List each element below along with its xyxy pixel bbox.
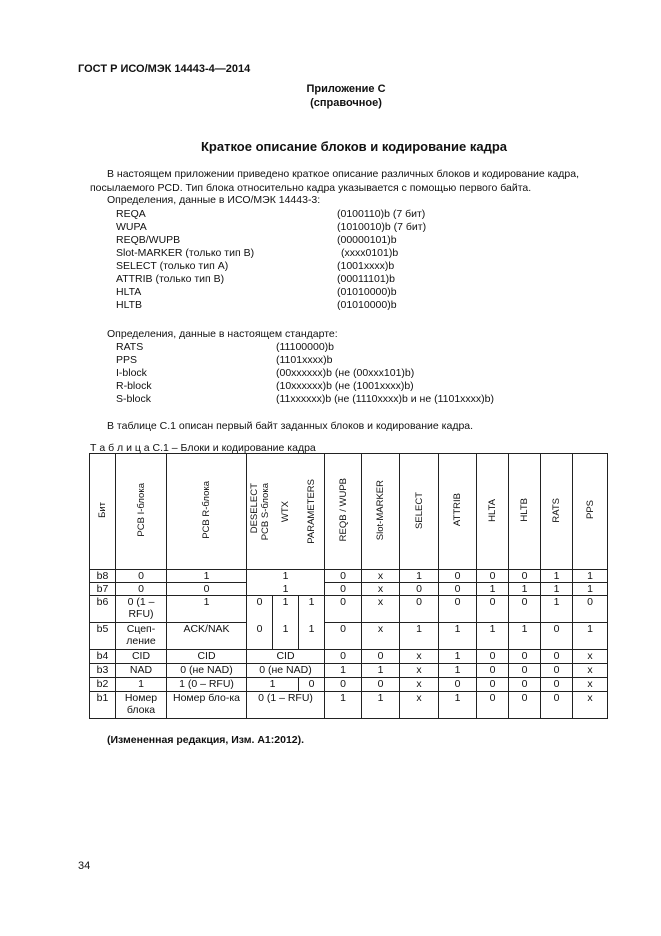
cell-bit: b8: [90, 570, 116, 583]
cell-select: x: [400, 692, 439, 719]
def-name: WUPA: [116, 221, 147, 233]
def-row-i-block: [0, 367, 661, 380]
cell-bit: b3: [90, 664, 116, 678]
cell-hltb: 1: [509, 583, 541, 596]
header-pcb-i: PCB I-блока: [116, 454, 167, 570]
cell-pps: x: [573, 650, 608, 664]
cell-rats: 0: [541, 664, 573, 678]
cell-rats: 0: [541, 678, 573, 692]
cell-bit: b7: [90, 583, 116, 596]
cell-pps: x: [573, 664, 608, 678]
cell-attrib: 0: [439, 583, 477, 596]
cell-attrib: 0: [439, 570, 477, 583]
cell-parameters: 1: [299, 596, 325, 623]
cell-hlta: 0: [477, 650, 509, 664]
cell-rats: 1: [541, 596, 573, 623]
cell-select: 1: [400, 570, 439, 583]
cell-hltb: 0: [509, 692, 541, 719]
section-title: Краткое описание блоков и кодирование кадра: [200, 139, 508, 154]
cell-reqb: 0: [325, 596, 362, 623]
intro-line-1: В настоящем приложении приведено краткое описание различных блоков и кодирование кадра,: [107, 168, 580, 180]
def-name: R-block: [116, 380, 152, 392]
cell-slot: x: [362, 596, 400, 623]
table-caption-text: С.1 – Блоки и кодирование кадра: [152, 442, 316, 454]
def-code: (00xxxxxx)b (не (00xxx101)b): [276, 367, 415, 379]
def-code: (1101xxxx)b: [276, 354, 333, 366]
def-row-slot-marker: [0, 247, 661, 260]
header-hltb: HLTB: [509, 454, 541, 570]
table-row: [90, 623, 608, 650]
def-row-hlta: [0, 286, 661, 299]
intro-line-2: посылаемого PCD. Тип блока относительно кадра указывается с помощью первого байта.: [90, 182, 532, 194]
intro-paragraph: [90, 167, 618, 195]
cell-hltb: 0: [509, 664, 541, 678]
header-slot-marker: Slot-MARKER: [362, 454, 400, 570]
cell-rats: 0: [541, 650, 573, 664]
cell-pcb-i: 0 (1 – RFU): [116, 596, 167, 623]
table-row: [90, 596, 608, 623]
cell-attrib: 1: [439, 650, 477, 664]
header-wtx: WTX: [280, 500, 291, 523]
cell-hlta: 0: [477, 596, 509, 623]
cell-hlta: 1: [477, 583, 509, 596]
cell-pcb-s-a: 1: [247, 678, 299, 692]
cell-hltb: 0: [509, 596, 541, 623]
table-row: [90, 664, 608, 678]
cell-wtx: 1: [273, 623, 299, 650]
cell-select: 0: [400, 583, 439, 596]
cell-pcb-r: 0: [167, 583, 247, 596]
table-header-row: [90, 454, 608, 570]
cell-pcb-r: 1: [167, 596, 247, 623]
cell-slot: 0: [362, 678, 400, 692]
cell-slot: 1: [362, 692, 400, 719]
cell-rats: 0: [541, 692, 573, 719]
header-rats: RATS: [541, 454, 573, 570]
def-name: PPS: [116, 354, 138, 366]
def-row-wupa: [0, 221, 661, 234]
def-name: SELECT (только тип А): [116, 260, 229, 272]
def-row-reqb: [0, 234, 661, 247]
cell-pps: 1: [573, 583, 608, 596]
header-bit: Бит: [90, 454, 116, 570]
cell-pps: 1: [573, 570, 608, 583]
cell-slot: 0: [362, 650, 400, 664]
def-row-reqa: [0, 208, 661, 221]
cell-reqb: 0: [325, 570, 362, 583]
table-caption-label: Т а б л и ц а: [90, 442, 150, 454]
cell-reqb: 1: [325, 692, 362, 719]
def-name: Slot-MARKER (только тип B): [116, 247, 255, 259]
cell-pps: 0: [573, 596, 608, 623]
annex-title: Приложение С: [306, 83, 386, 95]
cell-slot: x: [362, 623, 400, 650]
def-code: (01010000)b: [337, 299, 397, 311]
header-parameters: PARAMETERS: [305, 479, 317, 544]
cell-hlta: 0: [477, 570, 509, 583]
cell-reqb: 0: [325, 678, 362, 692]
cell-hlta: 0: [477, 678, 509, 692]
cell-attrib: 1: [439, 664, 477, 678]
annex-subtitle: (справочное): [310, 97, 382, 109]
cell-attrib: 1: [439, 692, 477, 719]
header-pps: PPS: [573, 454, 608, 570]
table-intro: В таблице С.1 описан первый байт заданных блоков и кодирование кадра.: [107, 420, 474, 432]
header-deselect: DESELECT PCB S-блока: [248, 482, 271, 541]
cell-pcb-r: 0 (не NAD): [167, 664, 247, 678]
cell-pcb-s: 1: [247, 583, 325, 596]
cell-attrib: 1: [439, 623, 477, 650]
cell-hlta: 1: [477, 623, 509, 650]
defs-std-heading: Определения, данные в настоящем стандарте:: [107, 328, 338, 340]
cell-pps: 1: [573, 623, 608, 650]
cell-select: x: [400, 664, 439, 678]
cell-rats: 1: [541, 570, 573, 583]
cell-parameters: 1: [299, 623, 325, 650]
cell-pcb-i: 0: [116, 583, 167, 596]
def-code: (01010000)b: [337, 286, 397, 298]
cell-select: 1: [400, 623, 439, 650]
cell-slot: x: [362, 583, 400, 596]
def-code: (1010010)b (7 бит): [337, 221, 427, 233]
cell-pcb-s: 0 (не NAD): [247, 664, 325, 678]
defs-iso-heading: Определения, данные в ИСО/МЭК 14443-3:: [107, 194, 321, 206]
cell-bit: b6: [90, 596, 116, 623]
def-row-pps: [0, 354, 661, 367]
cell-select: x: [400, 678, 439, 692]
def-code: (11xxxxxx)b (не (1110xxxx)b и не (1101xxxx)b): [276, 393, 494, 405]
def-row-select: [0, 260, 661, 273]
def-name: HLTA: [116, 286, 142, 298]
def-name: REQA: [116, 208, 146, 220]
def-code: (10xxxxxx)b (не (1001xxxx)b): [276, 380, 414, 392]
header-attrib: ATTRIB: [439, 454, 477, 570]
cell-pcb-s: CID: [247, 650, 325, 664]
def-name: RATS: [116, 341, 144, 353]
cell-reqb: 0: [325, 583, 362, 596]
cell-rats: 1: [541, 583, 573, 596]
def-row-s-block: [0, 393, 661, 406]
cell-attrib: 0: [439, 678, 477, 692]
table-row: [90, 692, 608, 719]
cell-hltb: 0: [509, 570, 541, 583]
cell-select: 0: [400, 596, 439, 623]
cell-wtx: 1: [273, 596, 299, 623]
def-row-hltb: [0, 299, 661, 312]
cell-pcb-r: Номер бло-ка: [167, 692, 247, 719]
def-code: (00011101)b: [337, 273, 395, 285]
cell-bit: b2: [90, 678, 116, 692]
cell-pcb-r: CID: [167, 650, 247, 664]
def-name: I-block: [116, 367, 147, 379]
header-select: SELECT: [400, 454, 439, 570]
cell-hltb: 0: [509, 650, 541, 664]
def-row-attrib: [0, 273, 661, 286]
cell-attrib: 0: [439, 596, 477, 623]
cell-rats: 0: [541, 623, 573, 650]
def-name: HLTB: [116, 299, 143, 311]
header-pcb-s: [247, 454, 325, 570]
cell-hltb: 1: [509, 623, 541, 650]
amendment-note: (Измененная редакция, Изм. А1:2012).: [107, 734, 305, 746]
table-row: [90, 583, 608, 596]
cell-pcb-i: 0: [116, 570, 167, 583]
cell-pcb-s-b: 0: [299, 678, 325, 692]
def-row-rats: [0, 341, 661, 354]
cell-slot: 1: [362, 664, 400, 678]
header-pcb-r: PCB R-блока: [167, 454, 247, 570]
def-row-r-block: [0, 380, 661, 393]
cell-pcb-i: NAD: [116, 664, 167, 678]
cell-hlta: 0: [477, 664, 509, 678]
cell-bit: b1: [90, 692, 116, 719]
def-code: (xxxx0101)b: [341, 247, 399, 259]
def-name: REQB/WUPB: [116, 234, 181, 246]
cell-pcb-i: Сцеп-ление: [116, 623, 167, 650]
cell-reqb: 1: [325, 664, 362, 678]
cell-deselect: 0: [247, 623, 273, 650]
cell-hltb: 0: [509, 678, 541, 692]
cell-bit: b5: [90, 623, 116, 650]
def-code: (0100110)b (7 бит): [337, 208, 426, 220]
cell-bit: b4: [90, 650, 116, 664]
cell-pcb-r: 1: [167, 570, 247, 583]
def-name: ATTRIB (только тип B): [116, 273, 225, 285]
frame-coding-table: [89, 453, 608, 719]
cell-reqb: 0: [325, 650, 362, 664]
table-row: [90, 570, 608, 583]
cell-deselect: 0: [247, 596, 273, 623]
cell-hlta: 0: [477, 692, 509, 719]
cell-pps: x: [573, 678, 608, 692]
cell-pps: x: [573, 692, 608, 719]
def-code: (11100000)b: [276, 341, 334, 353]
table-row: [90, 650, 608, 664]
def-code: (1001xxxx)b: [337, 260, 395, 272]
def-name: S-block: [116, 393, 152, 405]
table-row: [90, 678, 608, 692]
header-hlta: HLTA: [477, 454, 509, 570]
header-reqb: REQB / WUPB: [325, 454, 362, 570]
cell-pcb-s: 0 (1 – RFU): [247, 692, 325, 719]
cell-pcb-r: ACK/NAK: [167, 623, 247, 650]
def-code: (00000101)b: [337, 234, 397, 246]
document-header: ГОСТ Р ИСО/МЭК 14443-4—2014: [78, 63, 251, 75]
cell-pcb-s: 1: [247, 570, 325, 583]
cell-pcb-i: 1: [116, 678, 167, 692]
cell-select: x: [400, 650, 439, 664]
cell-pcb-i: Номер блока: [116, 692, 167, 719]
cell-slot: x: [362, 570, 400, 583]
page-number: 34: [78, 860, 91, 872]
cell-reqb: 0: [325, 623, 362, 650]
cell-pcb-r: 1 (0 – RFU): [167, 678, 247, 692]
cell-pcb-i: CID: [116, 650, 167, 664]
